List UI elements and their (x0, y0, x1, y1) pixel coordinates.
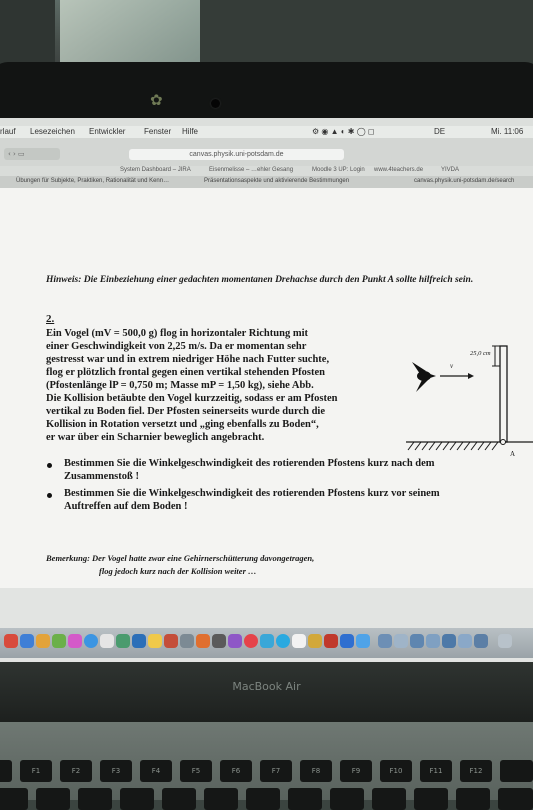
bullet-text: Zusammenstoß ! (64, 471, 139, 482)
tab[interactable]: Präsentationsaspekte und aktivierende Bestimmungen (204, 178, 350, 184)
key-f11[interactable]: F11 (420, 760, 452, 782)
paragraph-line: einer Geschwindigkeit von 2,25 m/s. Da er momentan sehr (46, 341, 307, 352)
menu-item[interactable]: Fenster (144, 127, 172, 136)
bullet-text: Bestimmen Sie die Winkelgeschwindigkeit des rotierenden Pfostens kurz vor seinem (64, 488, 440, 499)
dock-app-icon[interactable] (52, 634, 66, 648)
dock-app-icon[interactable] (442, 634, 456, 648)
dock-app-icon[interactable] (164, 634, 178, 648)
dock-app-icon[interactable] (458, 634, 472, 648)
key-f12[interactable]: F12 (460, 760, 492, 782)
dimension-label: 25,0 cm (470, 350, 491, 357)
dock-app-icon[interactable] (308, 634, 322, 648)
key-f10[interactable]: F10 (380, 760, 412, 782)
brand-label: MacBook Air (232, 680, 301, 693)
key-f6[interactable]: F6 (220, 760, 252, 782)
dock-app-icon[interactable] (340, 634, 354, 648)
bookmark-item[interactable]: www.4teachers.de (374, 167, 424, 173)
url-bar[interactable]: canvas.physik.uni-potsdam.de (129, 149, 344, 160)
laptop-screen (0, 118, 533, 663)
dock-app-icon[interactable] (378, 634, 392, 648)
remark-text: Der Vogel hatte zwar eine Gehirnerschütterung davongetragen, (92, 553, 315, 563)
bookmark-item[interactable]: System Dashboard – JIRA (120, 167, 191, 173)
background-window-light (60, 0, 200, 62)
dock-app-icon[interactable] (394, 634, 408, 648)
paragraph-line: gestresst war und in extrem niedriger Höhe nach Futter suchte, (46, 354, 330, 365)
dock-app-icon[interactable] (180, 634, 194, 648)
bullet-marker (47, 493, 52, 498)
key-escape[interactable] (0, 760, 12, 782)
keyboard-layout[interactable]: DE (434, 127, 446, 136)
document-page (0, 188, 533, 588)
nav-buttons[interactable]: ‹ › ▭ (4, 148, 60, 160)
bullet-text: Bestimmen Sie die Winkelgeschwindigkeit des rotierenden Pfostens kurz nach dem (64, 458, 435, 469)
hinge (501, 440, 506, 445)
dock-app-icon[interactable] (196, 634, 210, 648)
background-dark-area (200, 0, 533, 68)
dock-app-icon[interactable] (4, 634, 18, 648)
bookmarks-bar (0, 166, 533, 176)
dock-app-icon[interactable] (244, 634, 258, 648)
tab-bar (0, 176, 533, 188)
key-eject[interactable] (500, 760, 533, 782)
dock-app-icon[interactable] (426, 634, 440, 648)
bookmark-item[interactable]: YIVDA (441, 167, 460, 173)
key-f5[interactable]: F5 (180, 760, 212, 782)
velocity-label: v (450, 362, 454, 370)
key-f3[interactable]: F3 (100, 760, 132, 782)
paragraph-line: Die Kollision betäubte den Vogel kurzzeitig, sodass er am Pfosten (46, 393, 338, 404)
dock-app-icon[interactable] (356, 634, 370, 648)
post (500, 346, 507, 442)
tab[interactable]: Übungen für Subjekte, Praktiken, Rationalität und Kenn… (16, 178, 170, 184)
hint-text: Hinweis: Die Einbeziehung einer gedachten momentanen Drehachse durch den Punkt A sollte hilfreich sein. (46, 275, 474, 285)
dock-app-icon[interactable] (276, 634, 290, 648)
bookmark-item[interactable]: Moodle 3 UP: Login (312, 167, 365, 173)
menu-item[interactable]: Lesezeichen (30, 127, 75, 136)
menu-clock: Mi. 11:06 (491, 127, 524, 136)
hinge-label: A (510, 450, 516, 458)
paragraph-line: flog er plötzlich frontal gegen einen vertikal stehenden Pfosten (46, 367, 325, 378)
dock-trash-icon[interactable] (498, 634, 512, 648)
key-row[interactable] (0, 788, 28, 810)
paragraph-line: Kollision in Rotation versetzt und „ging ebenfalls zu Boden“, (46, 419, 319, 430)
key-row[interactable] (288, 788, 322, 810)
key-row[interactable] (414, 788, 448, 810)
dock-app-icon[interactable] (260, 634, 274, 648)
background-window-frame (0, 0, 55, 68)
collision-figure (406, 338, 533, 458)
dock-app-icon[interactable] (84, 634, 98, 648)
dock-app-icon[interactable] (100, 634, 114, 648)
key-row[interactable] (120, 788, 154, 810)
bird-icon (412, 362, 436, 392)
webcam (211, 99, 220, 108)
paragraph-line: (Pfostenlänge lP = 0,750 m; Masse mP = 1,50 kg), siehe Abb. (46, 380, 314, 391)
bullet-text: Auftreffen auf dem Boden ! (64, 501, 188, 512)
menu-item[interactable]: Entwickler (89, 127, 126, 136)
paragraph-line: er war über ein Scharnier beweglich angebracht. (46, 432, 265, 443)
bezel-sticker-icon: ✿ (150, 91, 163, 109)
key-row[interactable] (330, 788, 364, 810)
key-f1[interactable]: F1 (20, 760, 52, 782)
remark-line (46, 553, 314, 563)
key-row[interactable] (204, 788, 238, 810)
dock-app-icon[interactable] (292, 634, 306, 648)
dock-app-icon[interactable] (132, 634, 146, 648)
remark-line: flog jedoch kurz nach der Kollision weiter … (99, 566, 257, 576)
menu-item[interactable]: Hilfe (182, 127, 199, 136)
tab[interactable]: canvas.physik.uni-potsdam.de/search (414, 178, 515, 184)
bookmark-item[interactable]: Eisenmelisse – …ehler Gesang (209, 167, 294, 173)
key-f8[interactable]: F8 (300, 760, 332, 782)
key-f4[interactable]: F4 (140, 760, 172, 782)
key-row[interactable] (36, 788, 70, 810)
dock-app-icon[interactable] (20, 634, 34, 648)
key-row[interactable] (246, 788, 280, 810)
dock-app-icon[interactable] (228, 634, 242, 648)
key-row[interactable] (78, 788, 112, 810)
menu-item[interactable]: rlauf (0, 127, 16, 136)
velocity-arrowhead (468, 373, 474, 379)
dock-app-icon[interactable] (212, 634, 226, 648)
key-f2[interactable]: F2 (60, 760, 92, 782)
dock-app-icon[interactable] (68, 634, 82, 648)
key-row[interactable] (498, 788, 533, 810)
paragraph-line: vertikal zu Boden fiel. Der Pfosten seinerseits wurde durch die (46, 406, 326, 417)
dock-app-icon[interactable] (474, 634, 488, 648)
key-f9[interactable]: F9 (340, 760, 372, 782)
bullet-marker (47, 463, 52, 468)
remark-label: Bemerkung: (46, 553, 90, 563)
dock-app-icon[interactable] (148, 634, 162, 648)
key-row[interactable] (372, 788, 406, 810)
dock-app-icon[interactable] (324, 634, 338, 648)
paragraph-line: Ein Vogel (mV = 500,0 g) flog in horizontaler Richtung mit (46, 328, 308, 339)
key-row[interactable] (162, 788, 196, 810)
dock-app-icon[interactable] (36, 634, 50, 648)
key-f7[interactable]: F7 (260, 760, 292, 782)
menu-bar (0, 126, 533, 138)
key-row[interactable] (456, 788, 490, 810)
dock-app-icon[interactable] (410, 634, 424, 648)
ground-hatching (408, 442, 498, 450)
status-icons: ⚙ ◉ ▲ ◐ ✱ ◯ ◻ (312, 127, 375, 136)
task-number: 2. (46, 313, 55, 325)
dock-app-icon[interactable] (116, 634, 130, 648)
